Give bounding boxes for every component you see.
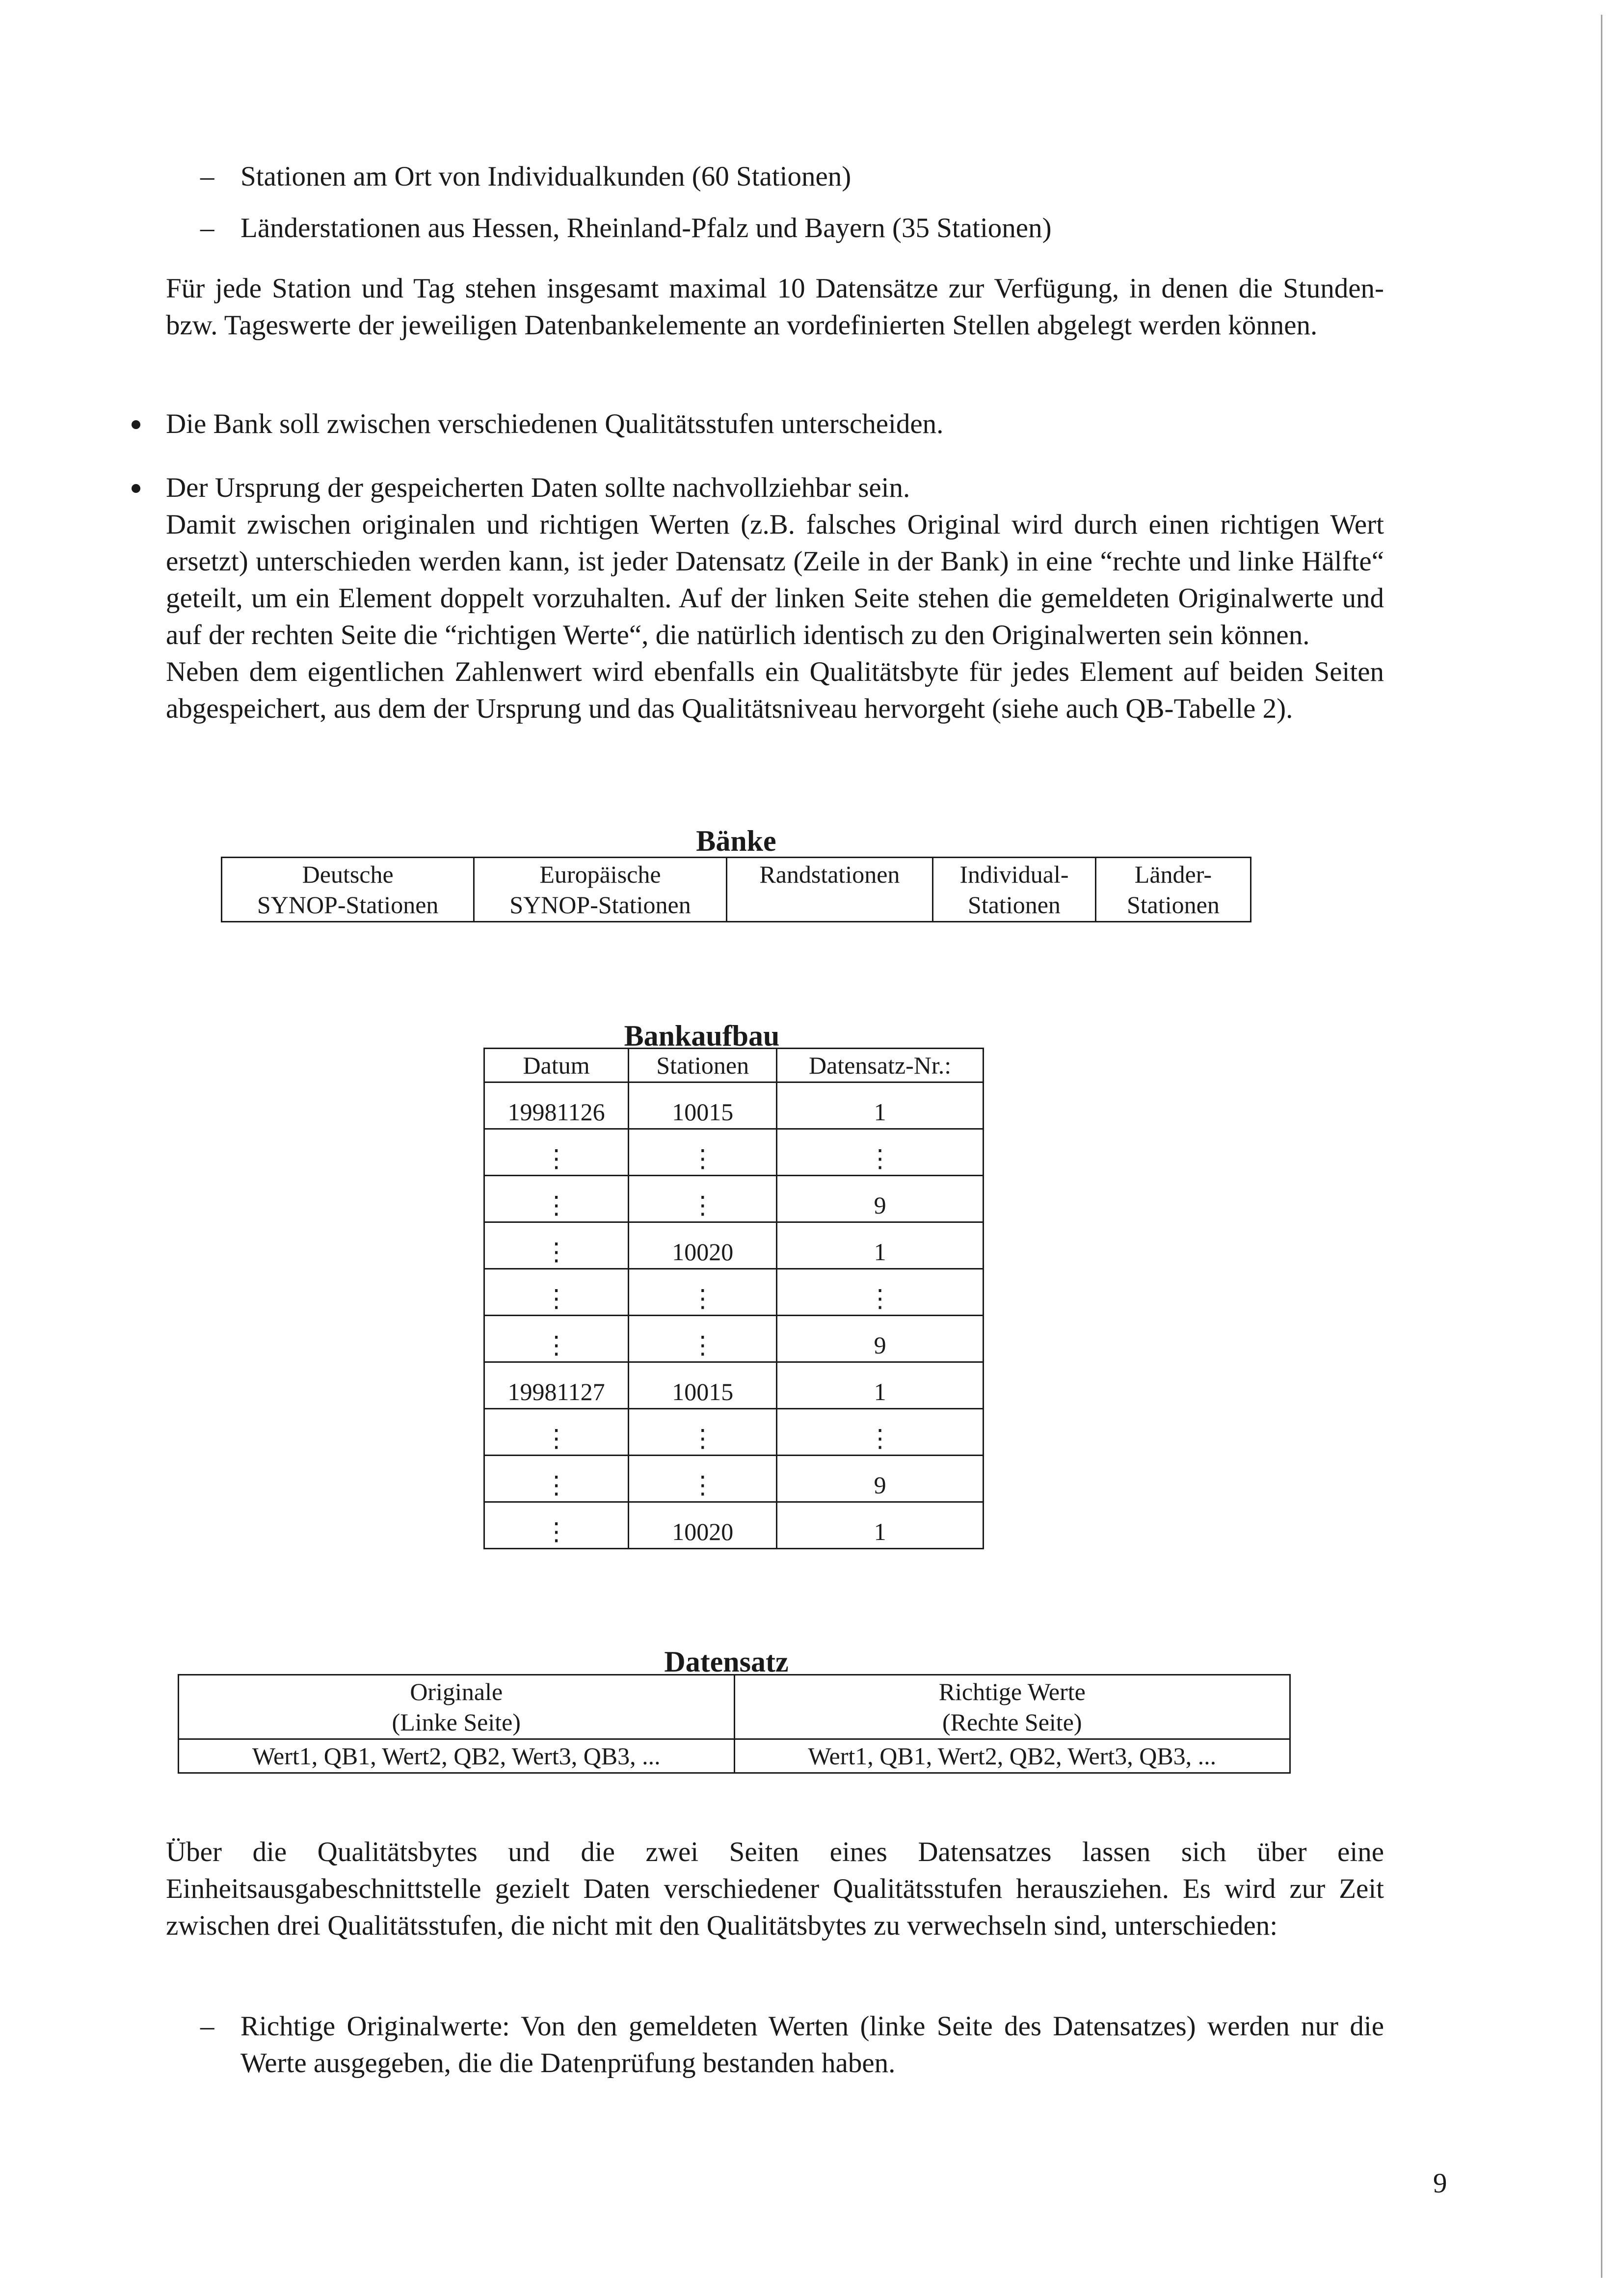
table-cell: 1	[777, 1082, 984, 1129]
table-row	[484, 1176, 984, 1222]
table-cell: ⋮	[777, 1409, 984, 1456]
table-cell: ⋮	[484, 1176, 629, 1222]
table-cell: Individual- Stationen	[933, 858, 1096, 922]
table-cell: 1	[777, 1362, 984, 1409]
bullet-text: Neben dem eigentlichen Zahlenwert wird ebenfalls ein Qualitätsbyte für jedes Element auf beiden Seiten abgespeichert, aus dem der Ursprung und das Qualitätsniveau hervorgeht (siehe auch QB-Tabelle 2).	[166, 656, 1384, 724]
list-item: – Stationen am Ort von Individualkunden (60 Stationen)	[200, 158, 1378, 195]
table-row	[484, 1362, 984, 1409]
table-cell: ⋮	[484, 1456, 629, 1502]
table-cell: 10015	[629, 1082, 777, 1129]
table-cell: ⋮	[777, 1129, 984, 1176]
table-cell: Europäische SYNOP-Stationen	[474, 858, 726, 922]
table-cell: Deutsche SYNOP-Stationen	[222, 858, 474, 922]
table-cell: ⋮	[629, 1176, 777, 1222]
list-item: – Länderstationen aus Hessen, Rheinland-Pfalz und Bayern (35 Stationen)	[200, 210, 1378, 246]
table-cell: ⋮	[777, 1269, 984, 1316]
datensatz-table	[178, 1674, 1291, 1774]
table-title-datensatz: Datensatz	[664, 1646, 789, 1678]
banke-table	[221, 857, 1251, 922]
bullet-icon	[132, 420, 140, 429]
table-cell: 9	[777, 1176, 984, 1222]
table-cell: ⋮	[629, 1269, 777, 1316]
table-cell: ⋮	[629, 1316, 777, 1362]
table-cell: 19981126	[484, 1082, 629, 1129]
list-item-text: Richtige Originalwerte: Von den gemeldeten Werten (linke Seite des Datensatzes) werden nur die Werte ausgegeben, die die Datenprüfung bestanden haben.	[240, 2011, 1384, 2079]
bankaufbau-table	[483, 1048, 984, 1549]
page-number: 9	[1433, 2168, 1447, 2199]
table-row	[484, 1316, 984, 1362]
table-row	[484, 1409, 984, 1456]
table-row	[484, 1082, 984, 1129]
table-cell: 9	[777, 1456, 984, 1502]
paragraph: Über die Qualitätsbytes und die zwei Seiten eines Datensatzes lassen sich über eine Einheitsausgabeschnittstelle gezielt Daten verschiedener Qualitätsstufen herausziehen. Es wird zur Zeit zwischen drei Qualitätsstufen, die nicht mit den Qualitätsbytes zu verwechseln sind, unterschieden:	[166, 1837, 1384, 1941]
table-cell: ⋮	[484, 1129, 629, 1176]
table-header-row	[484, 1049, 984, 1082]
table-cell: ⋮	[484, 1502, 629, 1549]
table-row	[484, 1456, 984, 1502]
table-cell: Länder- Stationen	[1095, 858, 1251, 922]
bullet-text: Damit zwischen originalen und richtigen Werten (z.B. falsches Original wird durch einen richtigen Wert ersetzt) unterschieden werden kann, ist jeder Datensatz (Zeile in der Bank) in eine “rechte und linke Hälfte“ geteilt, um ein Element doppelt vorzuhalten. Auf der linken Seite stehen die gemeldeten Originalwerte und auf der rechten Seite die “richtigen Werte“, die natürlich identisch zu den Originalwerten sein können.	[166, 509, 1384, 650]
table-row	[179, 1675, 1290, 1739]
table-cell: 1	[777, 1222, 984, 1269]
table-cell: ⋮	[484, 1316, 629, 1362]
bullet-item	[166, 405, 1384, 442]
table-cell: ⋮	[629, 1129, 777, 1176]
bullet-text: Der Ursprung der gespeicherten Daten sollte nachvollziehbar sein.	[166, 472, 910, 503]
table-cell: Randstationen	[726, 858, 932, 922]
table-cell: 1	[777, 1502, 984, 1549]
table-cell: 10015	[629, 1362, 777, 1409]
table-header-cell: Stationen	[629, 1049, 777, 1082]
table-cell: ⋮	[484, 1269, 629, 1316]
table-row	[484, 1222, 984, 1269]
table-cell: 10020	[629, 1222, 777, 1269]
table-row	[222, 858, 1251, 922]
bullet-item	[166, 469, 1384, 727]
list-item: – Richtige Originalwerte: Von den gemeldeten Werten (linke Seite des Datensatzes) werden nur die Werte ausgegeben, die die Datenprüfung bestanden haben.	[200, 2008, 1384, 2081]
table-row	[484, 1502, 984, 1549]
bullet-text: Die Bank soll zwischen verschiedenen Qualitätsstufen unterscheiden.	[166, 408, 944, 439]
table-cell: Wert1, QB1, Wert2, QB2, Wert3, QB3, ...	[179, 1739, 735, 1773]
list-item-text: Stationen am Ort von Individualkunden (60 Stationen)	[240, 161, 851, 192]
table-cell: 10020	[629, 1502, 777, 1549]
bullet-icon	[132, 484, 140, 493]
list-item-text: Länderstationen aus Hessen, Rheinland-Pfalz und Bayern (35 Stationen)	[240, 213, 1052, 243]
table-header-cell: Datensatz-Nr.:	[777, 1049, 984, 1082]
table-row	[179, 1739, 1290, 1773]
table-header-cell: Richtige Werte (Rechte Seite)	[734, 1675, 1290, 1739]
table-row	[484, 1269, 984, 1316]
table-cell: 19981127	[484, 1362, 629, 1409]
page-edge-line	[1601, 15, 1602, 2278]
table-title-bankaufbau: Bankaufbau	[624, 1020, 780, 1052]
table-title-banke: Bänke	[696, 825, 776, 857]
table-header-cell: Datum	[484, 1049, 629, 1082]
table-header-cell: Originale (Linke Seite)	[179, 1675, 735, 1739]
table-cell: ⋮	[484, 1222, 629, 1269]
table-cell: Wert1, QB1, Wert2, QB2, Wert3, QB3, ...	[734, 1739, 1290, 1773]
table-cell: 9	[777, 1316, 984, 1362]
table-cell: ⋮	[484, 1409, 629, 1456]
table-row	[484, 1129, 984, 1176]
table-cell: ⋮	[629, 1456, 777, 1502]
paragraph: Für jede Station und Tag stehen insgesamt maximal 10 Datensätze zur Verfügung, in denen die Stunden- bzw. Tageswerte der jeweiligen Datenbankelemente an vordefinierten Stellen abgelegt werden können.	[166, 273, 1384, 341]
table-cell: ⋮	[629, 1409, 777, 1456]
